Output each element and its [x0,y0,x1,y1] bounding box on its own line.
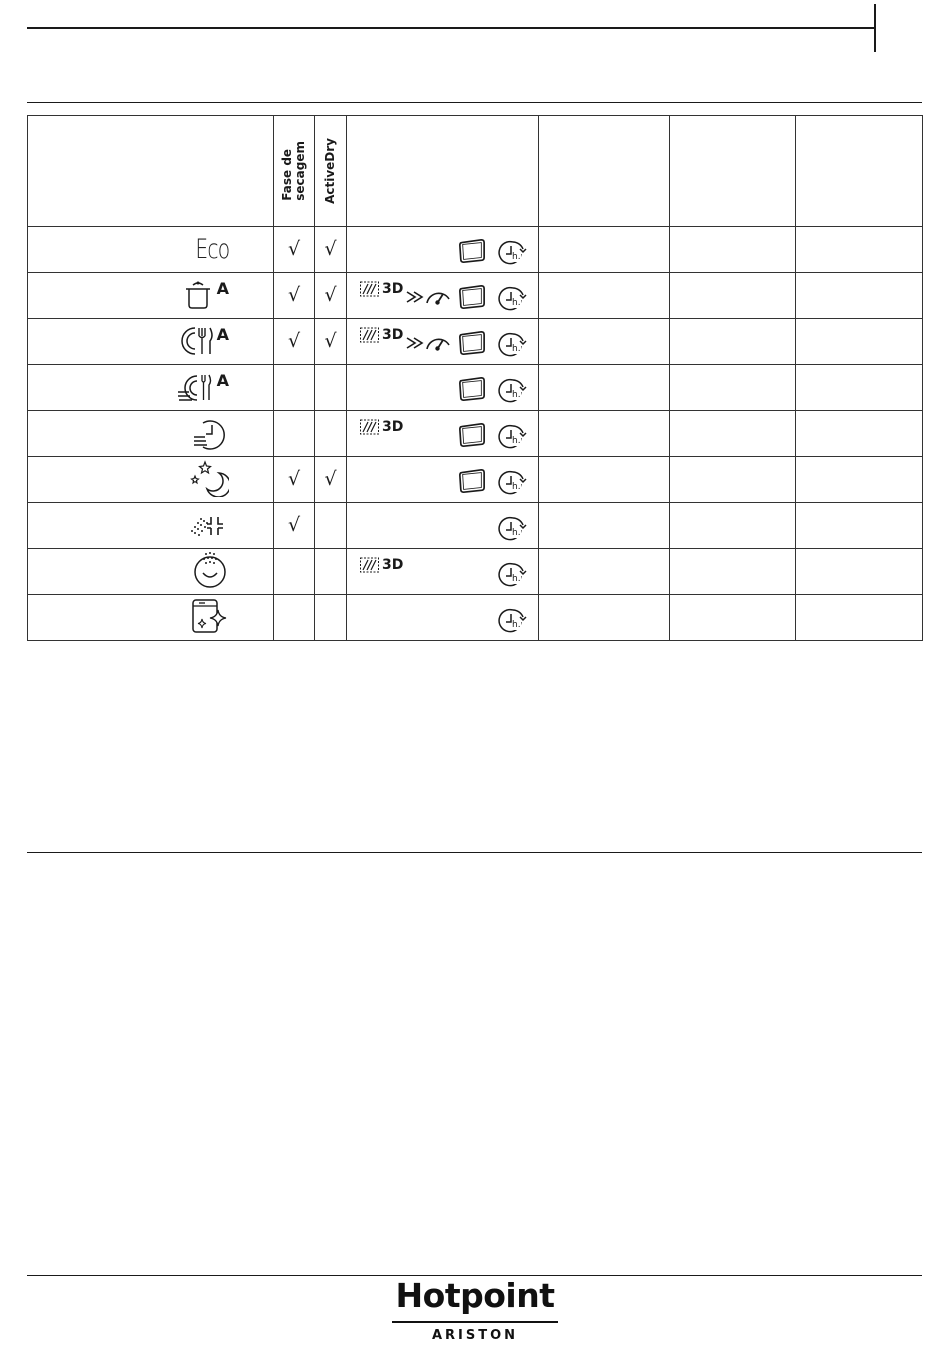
active-dry-cell [315,595,347,641]
zone-3d-label: 3D [382,557,404,573]
program-cell [28,365,274,411]
empty-cell [670,457,796,503]
header-col5 [539,116,670,227]
options-cell [347,365,539,411]
top-corner-mark [874,4,876,52]
empty-cell [670,595,796,641]
delay-start-icon [498,559,528,591]
delay-unit-label: h. [512,436,521,446]
table-row [28,457,923,503]
energy-letter: A [216,371,229,390]
active-dry-cell: √ [315,457,347,503]
zone-wash-3d-icon [359,556,403,574]
table-row [28,503,923,549]
empty-cell [796,595,923,641]
delay-start-icon [498,375,528,407]
delay-start-icon [498,283,528,315]
zone-wash-3d-icon [359,418,403,436]
table-row [28,227,923,273]
brand-name: Hotpoint [395,1276,555,1315]
energy-letter: A [216,279,229,298]
energy-letter: A [216,325,229,344]
quick-clock-icon [191,415,229,451]
plate-cutlery-auto-icon [181,324,215,358]
zone-3d-label: 3D [382,281,404,297]
active-dry-cell [315,365,347,411]
options-cell [347,595,539,641]
drying-phase-cell: √ [274,457,315,503]
half-load-icon [456,421,488,449]
header-rule [27,102,922,103]
options-cell [347,411,539,457]
half-load-icon [456,237,488,265]
table-row [28,365,923,411]
empty-cell [539,549,670,595]
options-cell [347,273,539,319]
empty-cell [796,457,923,503]
drying-phase-cell [274,549,315,595]
header-program [28,116,274,227]
options-cell [347,457,539,503]
delay-start-icon [498,605,528,637]
header-active-dry-label: ActiveDry [323,138,337,204]
table-row [28,549,923,595]
pot-auto-icon [181,278,215,312]
program-cell [28,273,274,319]
empty-cell [539,457,670,503]
program-cell [28,503,274,549]
delay-unit-label: h. [512,528,521,538]
empty-cell [539,411,670,457]
empty-cell [539,503,670,549]
empty-cell [796,273,923,319]
drying-phase-cell [274,411,315,457]
fast-plate-auto-icon [177,370,215,404]
delay-unit-label: h. [512,482,521,492]
program-table [27,115,923,641]
options-cell [347,503,539,549]
zone-3d-label: 3D [382,327,404,343]
header-active-dry [315,116,347,227]
options-cell [347,319,539,365]
empty-cell [796,549,923,595]
brand-logo [390,1276,560,1343]
program-cell [28,457,274,503]
empty-cell [670,273,796,319]
half-load-icon [456,283,488,311]
drying-phase-cell: √ [274,503,315,549]
empty-cell [670,365,796,411]
zone-wash-3d-icon [359,326,403,344]
table-row [28,595,923,641]
night-moon-stars-icon [189,459,229,497]
delay-start-icon [498,237,528,269]
eco-label: Eco [194,234,229,265]
half-load-icon [456,329,488,357]
program-cell [28,595,274,641]
active-dry-cell [315,411,347,457]
drying-phase-cell: √ [274,227,315,273]
delay-unit-label: h. [512,620,521,630]
zone-wash-3d-icon [359,280,403,298]
drying-phase-cell: √ [274,319,315,365]
program-cell [28,411,274,457]
active-dry-cell: √ [315,319,347,365]
brand-divider [392,1321,558,1323]
header-drying-phase [274,116,315,227]
delay-start-icon [498,421,528,453]
empty-cell [539,227,670,273]
delay-start-icon [498,513,528,545]
hygiene-smile-icon [191,551,229,589]
turbo-icon [405,330,453,354]
empty-cell [796,503,923,549]
table-row [28,273,923,319]
empty-cell [796,411,923,457]
empty-cell [670,503,796,549]
empty-cell [670,549,796,595]
drying-phase-cell: √ [274,273,315,319]
table-row [28,411,923,457]
program-cell [28,549,274,595]
active-dry-cell: √ [315,227,347,273]
brand-subname: ARISTON [431,1328,519,1343]
active-dry-cell [315,503,347,549]
empty-cell [670,319,796,365]
section-rule [27,852,922,853]
delay-unit-label: h. [512,390,521,400]
program-cell [28,319,274,365]
empty-cell [670,227,796,273]
half-load-icon [456,467,488,495]
header-options [347,116,539,227]
options-cell [347,549,539,595]
options-cell [347,227,539,273]
header-drying-phase-label: Fase de secagem [280,141,307,201]
active-dry-cell [315,549,347,595]
delay-unit-label: h. [512,574,521,584]
prewash-spray-icon [189,511,229,541]
zone-3d-label: 3D [382,419,404,435]
turbo-icon [405,284,453,308]
empty-cell [539,273,670,319]
table-header-row [28,116,923,227]
empty-cell [796,227,923,273]
half-load-icon [456,375,488,403]
delay-start-icon [498,467,528,499]
table-row [28,319,923,365]
header-col7 [796,116,923,227]
delay-start-icon [498,329,528,361]
program-cell [28,227,274,273]
delay-unit-label: h. [512,252,521,262]
header-col6 [670,116,796,227]
top-rule [27,27,875,29]
drying-phase-cell [274,365,315,411]
empty-cell [796,319,923,365]
delay-unit-label: h. [512,298,521,308]
empty-cell [670,411,796,457]
empty-cell [539,319,670,365]
empty-cell [539,595,670,641]
delay-unit-label: h. [512,344,521,354]
self-clean-sparkle-icon [189,597,229,635]
empty-cell [539,365,670,411]
empty-cell [796,365,923,411]
drying-phase-cell [274,595,315,641]
active-dry-cell: √ [315,273,347,319]
